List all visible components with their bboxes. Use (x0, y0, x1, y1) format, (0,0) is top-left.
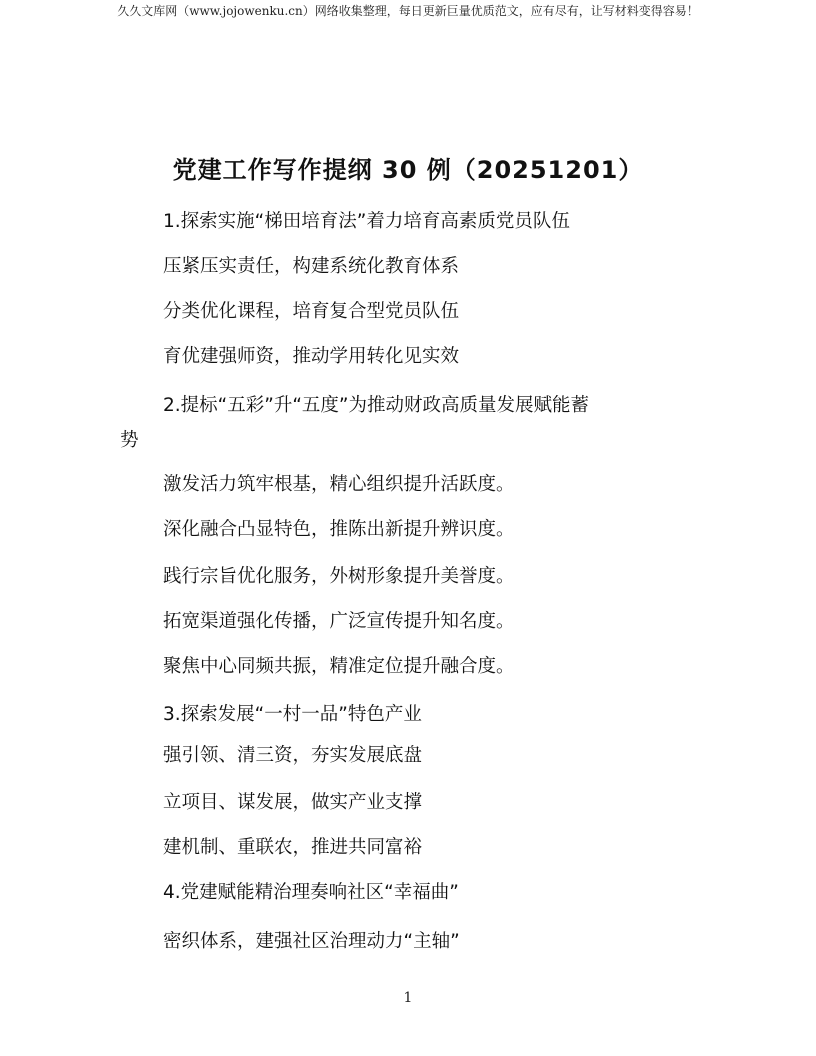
page-number: 1 (403, 990, 413, 1006)
body-line: 激发活力筑牢根基，精心组织提升活跃度。 (163, 474, 515, 495)
section-heading-3: 3.探索发展“一村一品”特色产业 (163, 704, 422, 725)
body-line: 压紧压实责任，构建系统化教育体系 (163, 256, 460, 277)
document-title: 党建工作写作提纲 30 例（20251201） (172, 156, 644, 184)
section-heading-4: 4.党建赋能精治理奏响社区“幸福曲” (163, 882, 459, 903)
body-line: 拓宽渠道强化传播，广泛宣传提升知名度。 (163, 611, 515, 632)
body-line: 立项目、谋发展，做实产业支撑 (163, 792, 423, 813)
page-header: 久久文库网（www.jojowenku.cn）网络收集整理，每日更新巨量优质范文，应有尽有，让写材料变得容易！ (117, 4, 699, 18)
body-line: 建机制、重联农，推进共同富裕 (163, 837, 423, 858)
section-heading-1: 1.探索实施“梯田培育法”着力培育高素质党员队伍 (163, 211, 570, 232)
body-line: 深化融合凸显特色，推陈出新提升辨识度。 (163, 519, 515, 540)
body-line: 育优建强师资，推动学用转化见实效 (163, 346, 460, 367)
body-line: 密织体系，建强社区治理动力“主轴” (163, 931, 460, 952)
section-heading-2-wrap: 势 (120, 430, 139, 451)
body-line: 聚焦中心同频共振，精准定位提升融合度。 (163, 656, 515, 677)
section-heading-2: 2.提标“五彩”升“五度”为推动财政高质量发展赋能蓄 (163, 395, 589, 416)
body-line: 践行宗旨优化服务，外树形象提升美誉度。 (163, 566, 515, 587)
body-line: 分类优化课程，培育复合型党员队伍 (163, 301, 460, 322)
body-line: 强引领、清三资，夯实发展底盘 (163, 745, 423, 766)
